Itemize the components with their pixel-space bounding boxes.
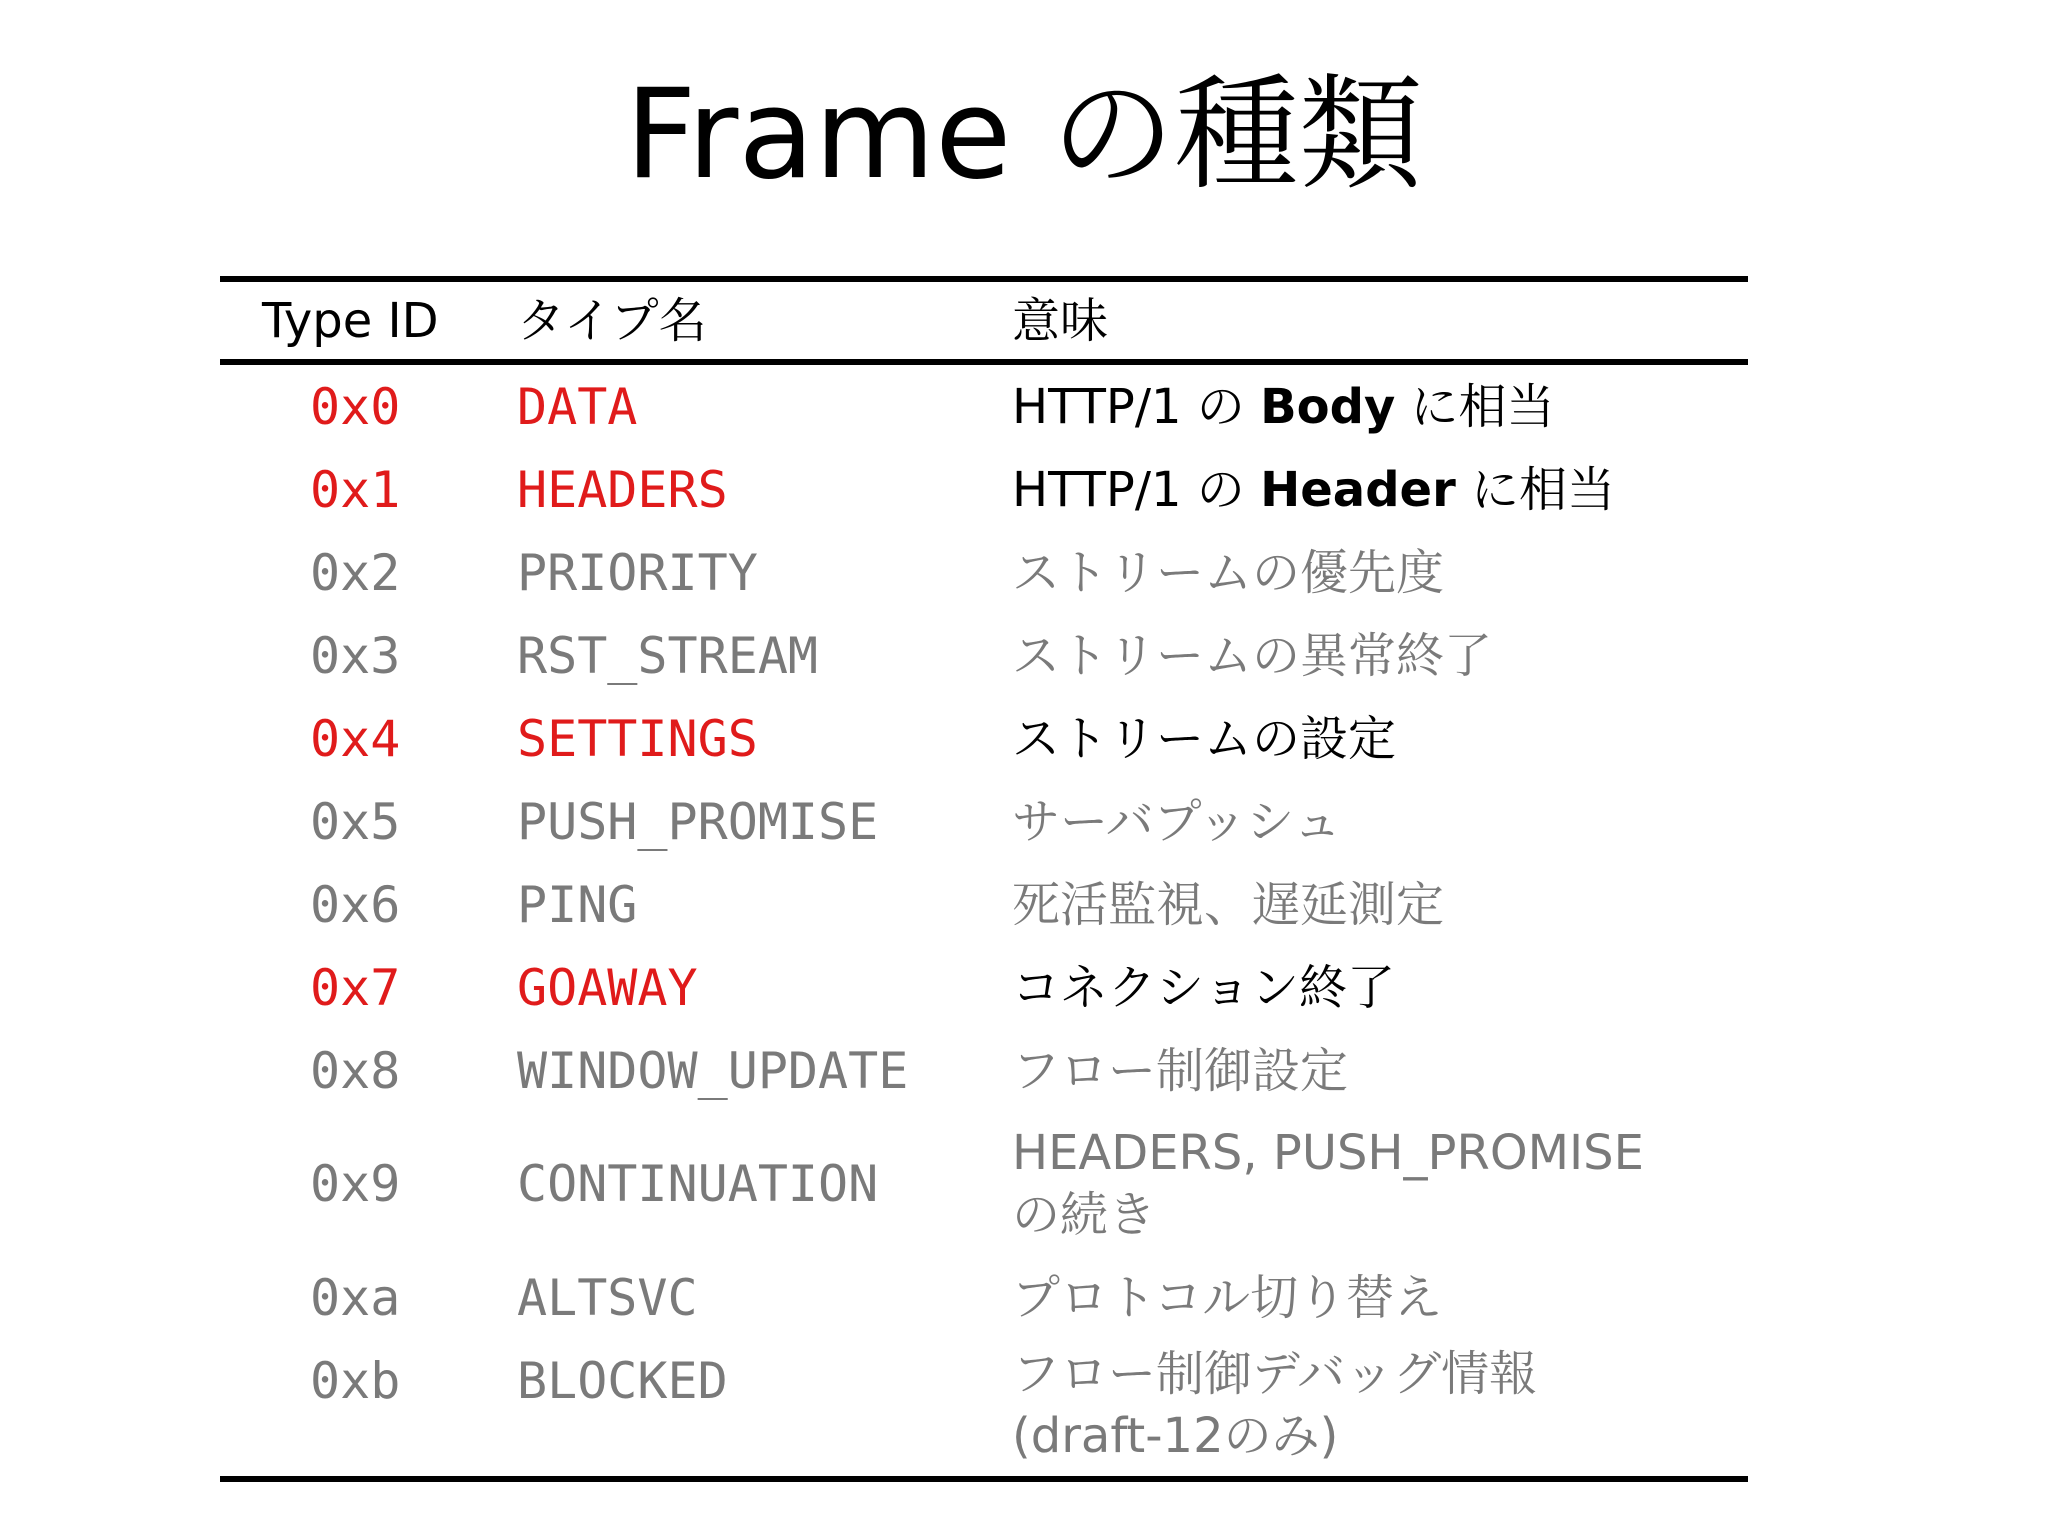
slide-title: Frame の種類 [625, 63, 1423, 207]
table-row [220, 863, 1748, 946]
meaning-cell: フロー制御設定 [1012, 1042, 1349, 1099]
meaning-cell: コネクション終了 [1012, 959, 1396, 1016]
meaning-cell: サーバプッシュ [1012, 793, 1342, 850]
meaning-cell: プロトコル切り替え [1012, 1269, 1443, 1326]
table-row [220, 1112, 1748, 1256]
meaning-text: に相当 [1395, 378, 1555, 435]
meaning-cell: ストリームの優先度 [1012, 544, 1445, 601]
type-name-cell: ALTSVC [517, 1268, 698, 1327]
table-row [220, 614, 1748, 697]
type-name-cell: PING [517, 875, 638, 934]
table-row [220, 448, 1748, 531]
meaning-cell [1012, 365, 1732, 448]
type-name-cell: PRIORITY [517, 543, 758, 602]
meaning-bold-text: Body [1260, 378, 1396, 435]
type-id-cell: 0xa [310, 1268, 401, 1327]
type-id-cell: 0x4 [310, 709, 401, 768]
meaning-line: HEADERS, PUSH_PROMISE [1012, 1125, 1644, 1181]
type-id-cell: 0x1 [310, 460, 401, 519]
type-id-cell: 0x2 [310, 543, 401, 602]
meaning-cell: ストリームの設定 [1012, 710, 1397, 767]
table-row [220, 1256, 1748, 1339]
type-id-cell: 0x5 [310, 792, 401, 851]
type-name-cell: WINDOW_UPDATE [517, 1041, 909, 1100]
meaning-line: の続き [1012, 1187, 1157, 1243]
meaning-cell [1012, 1112, 1732, 1256]
type-id-cell: 0x8 [310, 1041, 401, 1100]
type-name-cell: PUSH_PROMISE [517, 792, 879, 851]
meaning-text: HTTP/1 の [1012, 461, 1261, 518]
header-type-id: Type ID [262, 293, 439, 349]
meaning-cell: ストリームの異常終了 [1012, 627, 1493, 684]
type-name-cell: SETTINGS [517, 709, 758, 768]
type-id-cell: 0x6 [310, 875, 401, 934]
table-row [220, 531, 1748, 614]
table-row [220, 1339, 1748, 1466]
type-id-cell: 0xb [310, 1351, 401, 1410]
type-name-cell: GOAWAY [517, 958, 698, 1017]
meaning-bold-text: Header [1260, 461, 1456, 518]
type-id-cell: 0x0 [310, 377, 401, 436]
meaning-text: HTTP/1 の [1012, 378, 1261, 435]
meaning-cell [1012, 1339, 1732, 1467]
header-meaning: 意味 [1012, 293, 1109, 349]
table-body [220, 365, 1748, 1466]
type-name-cell: HEADERS [517, 460, 728, 519]
table-row [220, 697, 1748, 780]
meaning-line: (draft-12のみ) [1012, 1408, 1339, 1464]
type-id-cell: 0x7 [310, 958, 401, 1017]
type-id-cell: 0x3 [310, 626, 401, 685]
table-row [220, 946, 1748, 1029]
type-name-cell: BLOCKED [517, 1351, 728, 1410]
type-name-cell: RST_STREAM [517, 626, 819, 685]
table-row [220, 1029, 1748, 1112]
table-top-rule [220, 276, 1748, 282]
meaning-cell [1012, 448, 1732, 531]
table-row [220, 365, 1748, 448]
table-row [220, 780, 1748, 863]
header-type-name: タイプ名 [517, 293, 707, 349]
type-id-cell: 0x9 [310, 1155, 401, 1213]
meaning-text: に相当 [1455, 461, 1616, 518]
table-bottom-rule [220, 1476, 1748, 1482]
table-header [220, 287, 1748, 355]
type-name-cell: CONTINUATION [517, 1155, 879, 1213]
meaning-line: フロー制御デバッグ情報 [1012, 1346, 1538, 1402]
type-name-cell: DATA [517, 377, 638, 436]
meaning-cell: 死活監視、遅延測定 [1012, 876, 1445, 933]
